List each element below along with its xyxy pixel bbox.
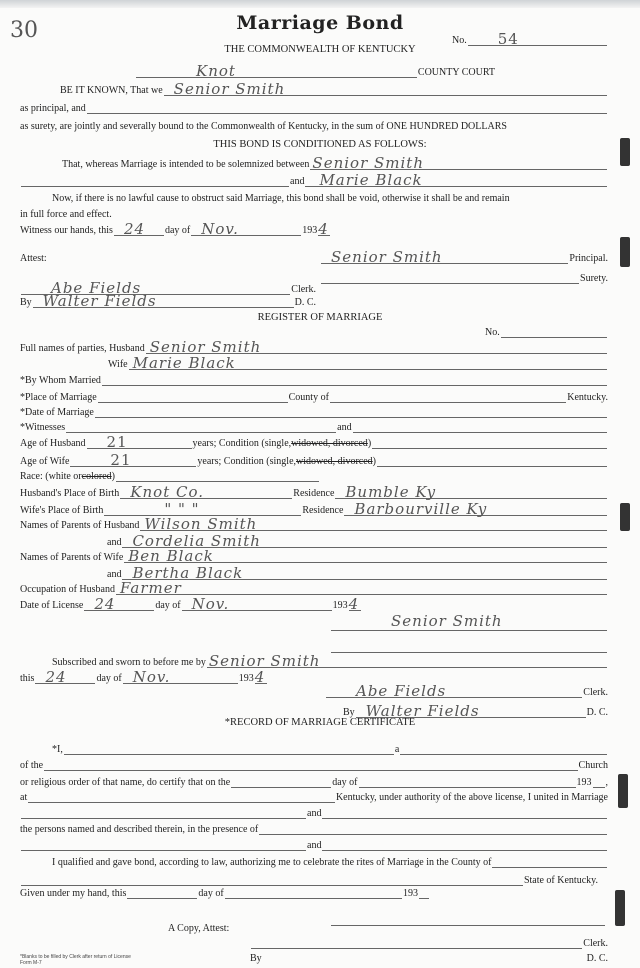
united-parties-line: [20, 803, 608, 819]
handwritten-entry: 24: [45, 668, 67, 686]
form-label: Witness our hands, this: [20, 225, 113, 236]
wife-father-line: [20, 547, 608, 563]
handwritten-entry: Farmer: [119, 579, 182, 597]
form-blank-field: [305, 173, 607, 187]
qualified-line: [52, 852, 608, 868]
form-label: By: [343, 707, 355, 718]
page-number-handwritten: 30: [10, 18, 38, 43]
form-blank-field: [251, 935, 582, 949]
handwritten-entry: 4: [318, 220, 329, 238]
form-blank-field: [146, 340, 607, 354]
form-blank-field: [122, 534, 607, 548]
register-clerk-line: [325, 682, 608, 698]
form-label: Names of Parents of Wife: [20, 552, 124, 563]
form-label: ): [367, 438, 372, 449]
handwritten-entry: Walter Fields: [365, 702, 480, 720]
form-label: as principal, and: [20, 103, 86, 114]
handwritten-entry: 21: [110, 451, 132, 469]
form-blank-field: [70, 453, 196, 467]
form-blank-field: [64, 741, 394, 755]
location-line: [20, 787, 608, 803]
form-blank-field: [335, 485, 607, 499]
form-blank-field: [104, 502, 301, 516]
given-date-line: [20, 883, 430, 899]
form-blank-field: [35, 670, 95, 684]
scan-index-tab: [620, 237, 630, 267]
handwritten-entry: 54: [497, 30, 519, 48]
form-label: Kentucky, under authority of the above license, I united in Marriage: [335, 792, 608, 803]
form-label: and: [307, 840, 322, 851]
officiant-line: [52, 739, 608, 755]
form-blank-field: [331, 912, 605, 926]
form-label: COUNTY COURT: [417, 67, 495, 78]
form-label: *I,: [52, 744, 63, 755]
handwritten-entry: Knot Co.: [130, 483, 205, 501]
form-blank-field: [122, 566, 607, 580]
form-blank-field: [182, 597, 332, 611]
conditioned-heading: THIS BOND IS CONDITIONED AS FOLLOWS:: [213, 139, 427, 150]
form-label: in full force and effect.: [20, 209, 112, 220]
register-deputy-line: [343, 702, 608, 718]
form-blank-field: [593, 774, 605, 788]
form-label: Kentucky.: [567, 392, 608, 403]
form-label: Clerk.: [291, 284, 316, 295]
copy-attest-label: [168, 918, 229, 934]
form-label: this: [20, 673, 35, 684]
witness-line: [20, 220, 380, 236]
form-label: 193: [403, 888, 418, 899]
form-blank-field: [116, 468, 319, 482]
form-label: of the: [20, 760, 44, 771]
form-blank-field: [140, 517, 607, 531]
form-label: and: [107, 569, 122, 580]
footnote: [20, 954, 131, 966]
blank-signature-line: [330, 637, 608, 653]
handwritten-entry: Wilson Smith: [144, 515, 258, 533]
form-label: Clerk.: [583, 938, 608, 949]
form-blank-field: [28, 789, 335, 803]
deputy-clerk-line: [20, 292, 316, 308]
witnesses-line: [20, 417, 608, 433]
form-label: widowed, divorced: [296, 456, 373, 467]
form-label: Attest:: [20, 253, 47, 264]
form-blank-field: [84, 597, 154, 611]
form-label: or religious order of that name, do certify that on the: [20, 777, 231, 788]
form-label: That, whereas Marriage is intended to be solemnized between: [62, 159, 310, 170]
register-heading: REGISTER OF MARRIAGE: [257, 312, 383, 323]
parties-line: [20, 171, 608, 187]
form-label: the persons named and described therein, in the presence of: [20, 824, 259, 835]
form-blank-field: [127, 885, 197, 899]
presence-line: [20, 819, 608, 835]
form-label: *Place of Marriage: [20, 392, 97, 403]
husband-father-line: [20, 515, 608, 531]
husband-birth-line: [20, 483, 608, 499]
form-label: By: [250, 953, 262, 964]
form-label: Clerk.: [583, 687, 608, 698]
form-label: years; Condition (single,: [197, 456, 297, 467]
form-blank-field: [98, 389, 288, 403]
form-label: day of: [164, 225, 191, 236]
husband-name-line: [20, 338, 608, 354]
age-husband-line: [20, 433, 608, 449]
form-label: Surety.: [580, 273, 608, 284]
attest-signature-line: [330, 910, 606, 926]
form-label: ): [372, 456, 377, 467]
attest-label: [20, 248, 47, 264]
form-blank-field: [492, 854, 607, 868]
surety-signature-line: [320, 268, 608, 284]
form-blank-field: [225, 885, 402, 899]
handwritten-entry: Senior Smith: [312, 154, 424, 172]
handwritten-entry: Marie Black: [132, 354, 236, 372]
form-label: No.: [452, 35, 467, 46]
form-blank-field: [87, 435, 192, 449]
form-label: BE IT KNOWN, That we: [60, 85, 163, 96]
form-label: day of: [155, 600, 181, 611]
handwritten-entry: Nov.: [191, 595, 230, 613]
form-blank-field: [124, 549, 607, 563]
cert-witnesses-line: [20, 835, 608, 851]
scan-index-tab: [615, 890, 625, 926]
handwritten-entry: Ben Black: [128, 547, 214, 565]
handwritten-entry: Senior Smith: [331, 248, 443, 266]
handwritten-entry: Senior Smith: [391, 612, 503, 630]
form-label: A Copy, Attest:: [168, 923, 230, 934]
form-blank-field: [44, 757, 578, 771]
form-blank-field: [21, 837, 306, 851]
form-blank-field: [259, 821, 607, 835]
form-label: Date of License: [20, 600, 84, 611]
form-label: Wife: [108, 359, 128, 370]
form-label: Age of Wife: [20, 456, 70, 467]
handwritten-entry: Cordelia Smith: [132, 532, 261, 550]
handwritten-entry: Senior Smith: [149, 338, 262, 356]
form-blank-field: [356, 704, 586, 718]
full-force-text: [20, 204, 112, 220]
form-label: Given under my hand, this: [20, 888, 127, 899]
handwritten-entry: Abe Fields: [356, 682, 447, 700]
race-line: [20, 466, 320, 482]
form-label: 193: [302, 225, 318, 236]
wife-birth-line: [20, 500, 608, 516]
form-blank-field: [322, 837, 607, 851]
form-label: Names of Parents of Husband: [20, 520, 140, 531]
form-label: D. C.: [586, 707, 608, 718]
now-if-text: [52, 188, 608, 204]
handwritten-entry: 4: [254, 668, 266, 686]
form-label: No.: [485, 327, 500, 338]
form-blank-field: [321, 250, 568, 264]
subtitle: THE COMMONWEALTH OF KENTUCKY: [224, 44, 416, 55]
form-blank-field: [120, 485, 292, 499]
church-line: [20, 755, 608, 771]
scan-index-tab: [618, 774, 628, 808]
form-label: Occupation of Husband: [20, 584, 115, 595]
form-blank-field: [102, 372, 607, 386]
form-blank-field: [207, 654, 607, 668]
form-label: years; Condition (single,: [192, 438, 292, 449]
form-label: Age of Husband: [20, 438, 86, 449]
sworn-date-line: [20, 668, 335, 684]
handwritten-entry: Abe Fields: [51, 279, 142, 297]
form-blank-field: [87, 100, 607, 114]
husband-mother-line: [107, 532, 608, 548]
form-blank-field: [349, 597, 361, 611]
form-label: Form M-7: [20, 960, 42, 966]
handwritten-entry: Walter Fields: [42, 292, 157, 310]
scan-index-tab: [620, 138, 630, 166]
form-blank-field: [419, 885, 429, 899]
form-label: Race: (white or: [20, 471, 82, 482]
form-label: and: [337, 422, 352, 433]
handwritten-entry: 24: [94, 595, 116, 613]
form-blank-field: [353, 419, 607, 433]
be-it-known-line: [60, 80, 608, 96]
date-line: [20, 402, 608, 418]
handwritten-entry: Marie Black: [319, 171, 423, 189]
form-blank-field: [359, 774, 576, 788]
cert-deputy-line: [250, 948, 608, 964]
surety-text: [20, 116, 608, 132]
form-blank-field: [331, 612, 607, 631]
cert-deputy-clerk-label: D. C.: [586, 953, 608, 964]
handwritten-entry: 4: [348, 595, 360, 613]
handwritten-entry: Senior Smith: [208, 652, 321, 670]
solemnized-line: [62, 154, 608, 170]
document-title: Marriage Bond: [236, 12, 404, 34]
form-label: Full names of parties, Husband: [20, 343, 145, 354]
handwritten-entry: Bumble Ky: [345, 483, 437, 501]
form-blank-field: [95, 404, 607, 418]
subscribed-line: [52, 652, 608, 668]
form-label: County of: [288, 392, 329, 403]
register-number: [485, 322, 608, 338]
form-label: *Witnesses: [20, 422, 66, 433]
scan-edge: [0, 0, 640, 8]
form-label: *Blanks to be filled by Clerk after return of License: [20, 954, 131, 960]
form-blank-field: [66, 419, 336, 433]
form-label: By: [20, 297, 32, 308]
place-line: [20, 387, 608, 403]
handwritten-entry: 24: [123, 220, 146, 238]
form-label: ): [111, 471, 115, 482]
form-label: State of Kentucky.: [523, 875, 598, 886]
form-blank-field: [331, 639, 607, 653]
form-blank-field: [21, 805, 306, 819]
handwritten-entry: Nov.: [201, 220, 239, 238]
form-label: Wife's Place of Birth: [20, 505, 104, 516]
form-label: 193: [332, 600, 348, 611]
occupation-line: [20, 579, 608, 595]
handwritten-entry: Nov.: [132, 668, 171, 686]
form-blank-field: [33, 294, 294, 308]
handwritten-entry: 21: [106, 433, 128, 451]
form-blank-field: [501, 324, 607, 338]
form-blank-field: [164, 82, 607, 96]
form-blank-field: [400, 741, 607, 755]
form-blank-field: [344, 502, 607, 516]
handwritten-entry: Knot: [196, 62, 236, 80]
handwritten-entry: Bertha Black: [132, 564, 244, 582]
form-blank-field: [326, 684, 582, 698]
form-label: Residence: [302, 505, 344, 516]
form-blank-field: [123, 670, 238, 684]
form-label: Residence: [293, 488, 335, 499]
license-date-line: [20, 595, 425, 611]
form-label: colored: [81, 471, 112, 482]
form-label: Church: [578, 760, 608, 771]
form-label: Husband's Place of Birth: [20, 488, 120, 499]
principal-signature-line: [320, 248, 608, 264]
county-court-line: [135, 62, 495, 78]
form-label: D. C.: [294, 297, 316, 308]
form-blank-field: [255, 670, 267, 684]
handwritten-entry: Senior Smith: [173, 80, 286, 98]
form-label: *By Whom Married: [20, 375, 101, 386]
applicant-signature-line: [330, 612, 608, 631]
form-label: Subscribed and sworn to before me by: [52, 657, 206, 668]
form-blank-field: [114, 222, 164, 236]
form-blank-field: [322, 805, 607, 819]
cert-clerk-line: [250, 933, 608, 949]
certificate-heading: *RECORD OF MARRIAGE CERTIFICATE: [224, 717, 416, 728]
form-label: and: [107, 537, 122, 548]
form-label: 193: [576, 777, 592, 788]
form-blank-field: [372, 435, 607, 449]
form-label: at: [20, 792, 28, 803]
form-label: day of: [198, 888, 224, 899]
form-label: *Date of Marriage: [20, 407, 94, 418]
form-blank-field: [191, 222, 301, 236]
wife-mother-line: [107, 564, 608, 580]
form-blank-field: [321, 270, 579, 284]
form-blank-field: [318, 222, 330, 236]
form-blank-field: [116, 581, 607, 595]
form-label: as surety, are jointly and severally bound to the Commonwealth of Kentucky, in the sum of ONE HUNDRED DOLLARS: [20, 121, 507, 132]
by-whom-line: [20, 370, 608, 386]
wife-name-line: [108, 354, 608, 370]
handwritten-entry: Barbourville Ky: [354, 500, 488, 518]
form-label: and: [307, 808, 322, 819]
scan-index-tab: [620, 503, 630, 531]
certify-date-line: or religious order of that name, do certify that on the day of 193 ,: [20, 772, 608, 788]
form-blank-field: [21, 173, 289, 187]
form-label: a: [394, 744, 400, 755]
form-label: day of: [332, 777, 358, 788]
form-blank-field: [136, 64, 417, 78]
form-label: widowed, divorced: [291, 438, 368, 449]
form-label: 193: [238, 673, 254, 684]
principal-line: [20, 98, 608, 114]
form-blank-field: [263, 951, 586, 964]
form-label: day of: [96, 673, 122, 684]
form-blank-field: [231, 774, 331, 788]
form-blank-field: [310, 156, 607, 170]
form-label: Now, if there is no lawful cause to obstruct said Marriage, this bond shall be void, otherwise it shall be and remain: [52, 193, 510, 204]
form-label: I qualified and gave bond, according to law, authorizing me to celebrate the rites of Marriage in the County of: [52, 857, 492, 868]
form-label: Principal.: [569, 253, 608, 264]
form-blank-field: [330, 389, 566, 403]
form-label: and: [290, 176, 305, 187]
form-blank-field: [377, 453, 607, 467]
age-wife-line: [20, 451, 608, 467]
handwritten-entry: " " ": [164, 500, 200, 518]
form-blank-field: [129, 356, 607, 370]
